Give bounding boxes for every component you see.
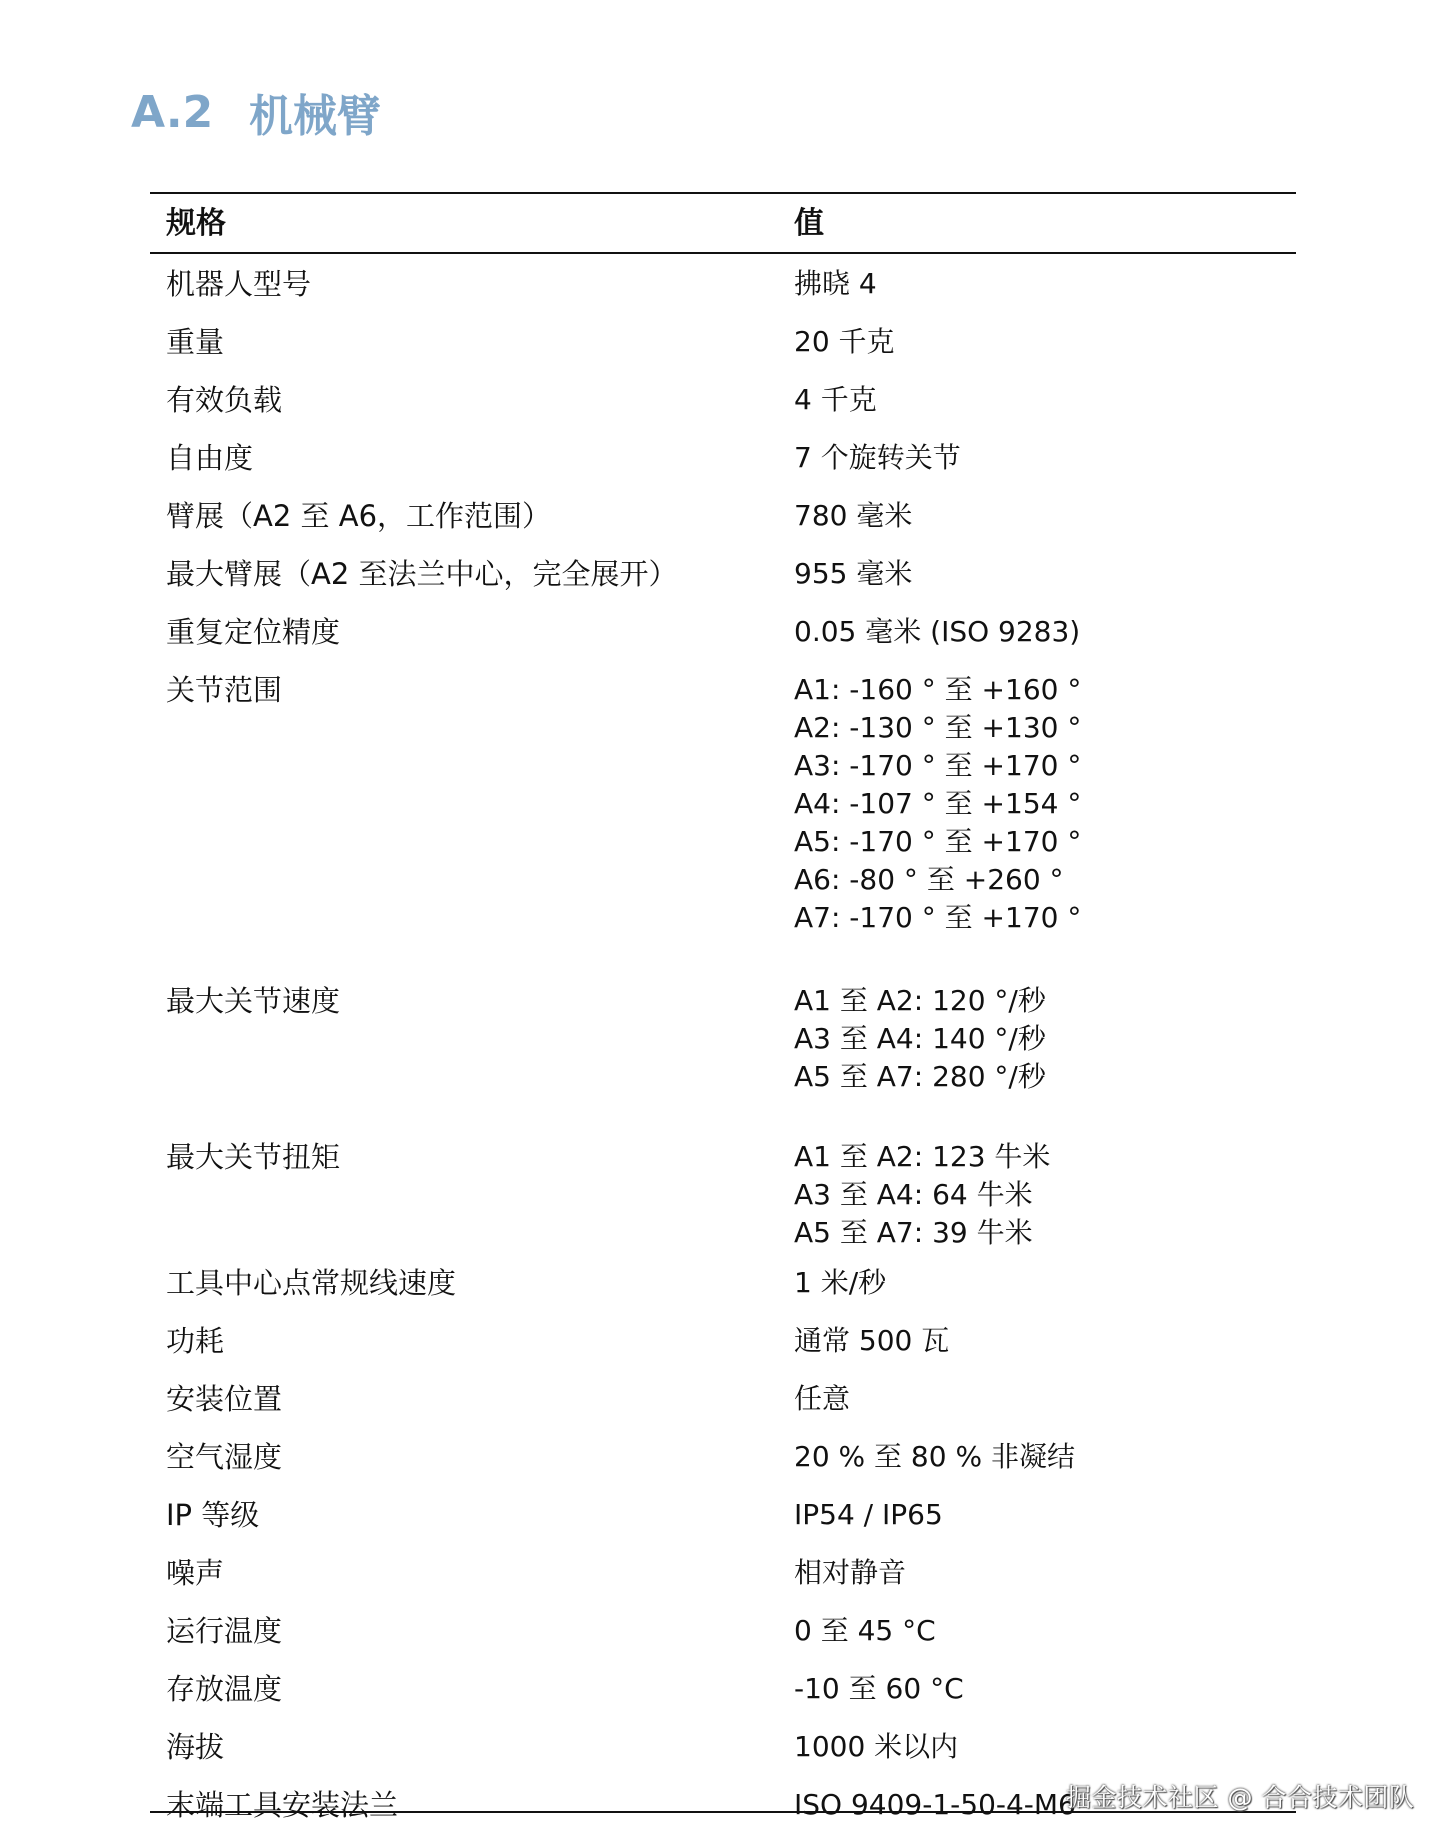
spec-value-line: A1: -160 ° 至 +160 ° <box>794 673 1082 706</box>
section-title: 机械臂 <box>249 91 381 142</box>
spec-value-line: 4 千克 <box>794 383 877 416</box>
spec-name: 最大关节速度 <box>166 984 341 1018</box>
spec-value <box>794 1438 1075 1476</box>
spec-name: 最大臂展（A2 至法兰中心，完全展开） <box>166 557 678 591</box>
spec-value <box>794 613 1080 651</box>
spec-value <box>794 1380 850 1418</box>
table-header-row <box>150 194 1296 252</box>
spec-value-line: A3 至 A4: 140 °/秒 <box>794 1022 1046 1055</box>
spec-name: 空气湿度 <box>166 1440 283 1474</box>
spec-name: 重量 <box>166 325 225 359</box>
spec-value <box>794 1554 906 1592</box>
spec-table <box>150 192 1296 1822</box>
spec-value-line: IP54 / IP65 <box>794 1498 943 1531</box>
spec-value-line: A4: -107 ° 至 +154 ° <box>794 787 1082 820</box>
spec-value-line: A2: -130 ° 至 +130 ° <box>794 711 1082 744</box>
section-heading <box>131 82 381 142</box>
spec-value-line: 拂晓 4 <box>794 267 877 300</box>
header-value: 值 <box>794 206 824 241</box>
spec-value-line: 20 % 至 80 % 非凝结 <box>794 1440 1075 1473</box>
spec-value <box>794 1138 1050 1252</box>
spec-name: 工具中心点常规线速度 <box>166 1266 457 1300</box>
spec-value <box>794 1496 943 1534</box>
spec-value-line: A6: -80 ° 至 +260 ° <box>794 863 1064 896</box>
section-number: A.2 <box>131 86 214 138</box>
spec-name: 关节范围 <box>166 673 283 707</box>
spec-name: 存放温度 <box>166 1672 283 1706</box>
spec-name: IP 等级 <box>166 1498 260 1532</box>
spec-value-line: ISO 9409-1-50-4-M6 <box>794 1788 1076 1821</box>
spec-name: 功耗 <box>166 1324 225 1358</box>
spec-name: 噪声 <box>166 1556 225 1590</box>
spec-name: 有效负载 <box>166 383 283 417</box>
spec-value-line: 任意 <box>794 1382 851 1415</box>
spec-value-line: 7 个旋转关节 <box>794 441 961 474</box>
spec-value-line: 780 毫米 <box>794 499 913 532</box>
spec-value-line: -10 至 60 °C <box>794 1672 964 1705</box>
spec-name: 海拔 <box>166 1730 225 1764</box>
spec-name: 运行温度 <box>166 1614 283 1648</box>
spec-value-line: 1000 米以内 <box>794 1730 959 1763</box>
spec-value <box>794 439 961 477</box>
spec-value <box>794 323 895 361</box>
spec-name: 重复定位精度 <box>166 615 341 649</box>
spec-value <box>794 982 1046 1096</box>
spec-value-line: A5 至 A7: 280 °/秒 <box>794 1060 1046 1093</box>
watermark: 掘金技术社区 @ 合合技术团队 <box>1066 1783 1415 1812</box>
spec-value <box>794 1612 936 1650</box>
spec-name: 自由度 <box>166 441 254 475</box>
spec-value <box>794 1786 1076 1824</box>
table-header-rule <box>150 252 1296 254</box>
spec-value <box>794 1264 886 1302</box>
spec-value-line: 20 千克 <box>794 325 895 358</box>
spec-value-line: A3: -170 ° 至 +170 ° <box>794 749 1082 782</box>
spec-value-line: A7: -170 ° 至 +170 ° <box>794 901 1082 934</box>
spec-value-line: 955 毫米 <box>794 557 913 590</box>
spec-value-line: 相对静音 <box>794 1556 907 1589</box>
spec-value-line: 1 米/秒 <box>794 1266 887 1299</box>
spec-name: 最大关节扭矩 <box>166 1140 341 1174</box>
spec-value-line: A3 至 A4: 64 牛米 <box>794 1178 1033 1211</box>
spec-value-line: A1 至 A2: 120 °/秒 <box>794 984 1046 1017</box>
spec-value <box>794 671 1081 937</box>
spec-name: 安装位置 <box>166 1382 283 1416</box>
spec-value <box>794 381 877 419</box>
spec-value <box>794 1670 964 1708</box>
spec-name: 臂展（A2 至 A6，工作范围） <box>166 499 552 533</box>
spec-value-line: A5: -170 ° 至 +170 ° <box>794 825 1082 858</box>
spec-value <box>794 555 912 593</box>
spec-value <box>794 497 912 535</box>
spec-value <box>794 1322 949 1360</box>
spec-value-line: 0 至 45 °C <box>794 1614 936 1647</box>
spec-value <box>794 265 877 303</box>
spec-value <box>794 1728 958 1766</box>
spec-value-line: A5 至 A7: 39 牛米 <box>794 1216 1033 1249</box>
spec-name: 末端工具安装法兰 <box>166 1788 399 1822</box>
spec-name: 机器人型号 <box>166 267 312 301</box>
spec-value-line: A1 至 A2: 123 牛米 <box>794 1140 1051 1173</box>
spec-value-line: 0.05 毫米 (ISO 9283) <box>794 615 1081 648</box>
header-spec: 规格 <box>166 206 226 241</box>
spec-value-line: 通常 500 瓦 <box>794 1324 950 1357</box>
